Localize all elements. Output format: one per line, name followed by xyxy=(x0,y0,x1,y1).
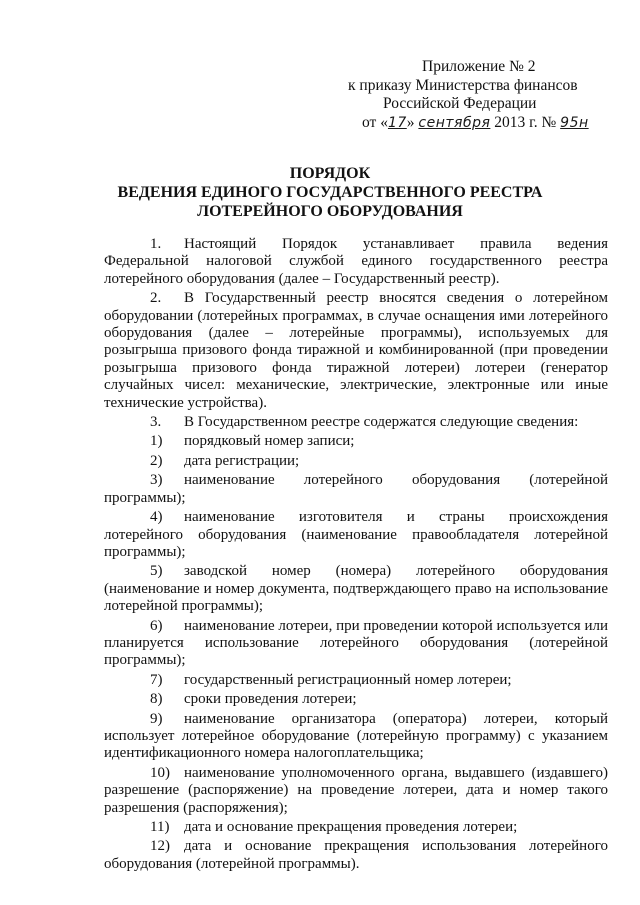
handwritten-day: 17 xyxy=(387,114,407,131)
list-item-text: дата и основание прекращения проведения лотереи; xyxy=(184,819,518,835)
list-item-number: 2) xyxy=(150,452,163,469)
list-item-text: наименование организатора (оператора) лотереи, который использует лотерейное оборудование (лотерейную программу) с указанием идентификационного номера налогоплательщика; xyxy=(104,710,608,762)
list-item xyxy=(104,472,608,507)
appendix-order-reference: к приказу Министерства финансов xyxy=(348,76,578,94)
date-year: 2013 г. № xyxy=(490,113,561,131)
paragraph-text: В Государственном реестре содержатся следующие сведения: xyxy=(184,414,579,431)
paragraph xyxy=(104,414,608,431)
list-item xyxy=(104,509,608,561)
list-item xyxy=(104,765,608,817)
document-body xyxy=(104,236,608,875)
handwritten-order-number: 95н xyxy=(560,114,589,131)
date-mid: » xyxy=(406,113,419,131)
paragraph-number: 1. xyxy=(150,236,162,252)
paragraph-number: 3. xyxy=(150,414,162,431)
list-item xyxy=(104,618,608,670)
paragraph-text: В Государственный реестр вносятся сведения о лотерейном оборудовании (лотерейных программах, в случае оснащения ими лотерейного оборудования (далее – лотерейные программы), используемых для розыгрыша призового фонда тиражной и комбинированной (при проведении розыгрыша призового фонда тиражной лотереи) лотереи (генератор случайных чисел: механические, электрические, электронные или иные технические устройства). xyxy=(104,290,608,411)
list-item xyxy=(104,433,608,450)
list-item-text: наименование уполномоченного органа, выдавшего (издавшего) разрешение (распоряжение) на проведение лотереи, дата и номер такого разрешения (распоряжения); xyxy=(104,764,608,816)
date-prefix: от « xyxy=(362,113,388,131)
list-item-number: 8) xyxy=(150,691,163,708)
appendix-date-line xyxy=(340,114,600,133)
list-item-text: наименование лотерейного оборудования (лотерейной программы); xyxy=(104,472,608,506)
list-item xyxy=(104,691,608,708)
appendix-country: Российской Федерации xyxy=(383,95,537,112)
list-item-text: сроки проведения лотереи; xyxy=(184,691,357,708)
list-item xyxy=(104,819,608,836)
list-item xyxy=(104,711,608,763)
appendix-header xyxy=(340,58,600,132)
list-item-text: государственный регистрационный номер лотереи; xyxy=(184,671,512,688)
handwritten-month: сентября xyxy=(418,114,491,131)
list-item-text: наименование лотереи, при проведении которой используется или планируется использование лотерейного оборудования (лотерейной программы); xyxy=(104,617,608,669)
list-item-text: заводской номер (номера) лотерейного оборудования (наименование и номер документа, подтверждающего право на использование лотерейной программы); xyxy=(104,563,608,615)
document-title xyxy=(100,164,560,221)
paragraph-text: Настоящий Порядок устанавливает правила ведения Федеральной налоговой службой единого государственного реестра лотерейного оборудования (далее – Государственный реестр). xyxy=(104,236,608,287)
paragraph xyxy=(104,236,608,288)
list-item-text: наименование изготовителя и страны происхождения лотерейного оборудования (наименование правообладателя лотерейной программы); xyxy=(104,509,608,560)
title-line-1: ПОРЯДОК xyxy=(289,165,371,182)
list-item-number: 6) xyxy=(150,617,163,634)
paragraph-number: 2. xyxy=(150,290,162,307)
list-item xyxy=(104,563,608,615)
list-item-number: 9) xyxy=(150,710,163,727)
list-item-number: 4) xyxy=(150,509,163,526)
list-item-text: дата регистрации; xyxy=(184,452,300,469)
title-line-2: ВЕДЕНИЯ ЕДИНОГО ГОСУДАРСТВЕННОГО РЕЕСТРА xyxy=(117,184,543,201)
list-item xyxy=(104,672,608,689)
paragraph xyxy=(104,290,608,412)
list-item-number: 12) xyxy=(150,838,170,855)
list-item-number: 10) xyxy=(150,764,170,781)
title-line-3: ЛОТЕРЕЙНОГО ОБОРУДОВАНИЯ xyxy=(197,203,463,220)
list-item xyxy=(104,453,608,470)
list-item-number: 3) xyxy=(150,472,163,489)
list-item-number: 11) xyxy=(150,819,170,835)
list-item-number: 1) xyxy=(150,433,163,450)
list-item-text: дата и основание прекращения использования лотерейного оборудования (лотерейной программы). xyxy=(104,838,608,872)
list-item-number: 5) xyxy=(150,563,163,580)
appendix-number: Приложение № 2 xyxy=(422,58,536,75)
list-item-number: 7) xyxy=(150,671,163,688)
list-item xyxy=(104,838,608,873)
list-item-text: порядковый номер записи; xyxy=(184,433,355,450)
